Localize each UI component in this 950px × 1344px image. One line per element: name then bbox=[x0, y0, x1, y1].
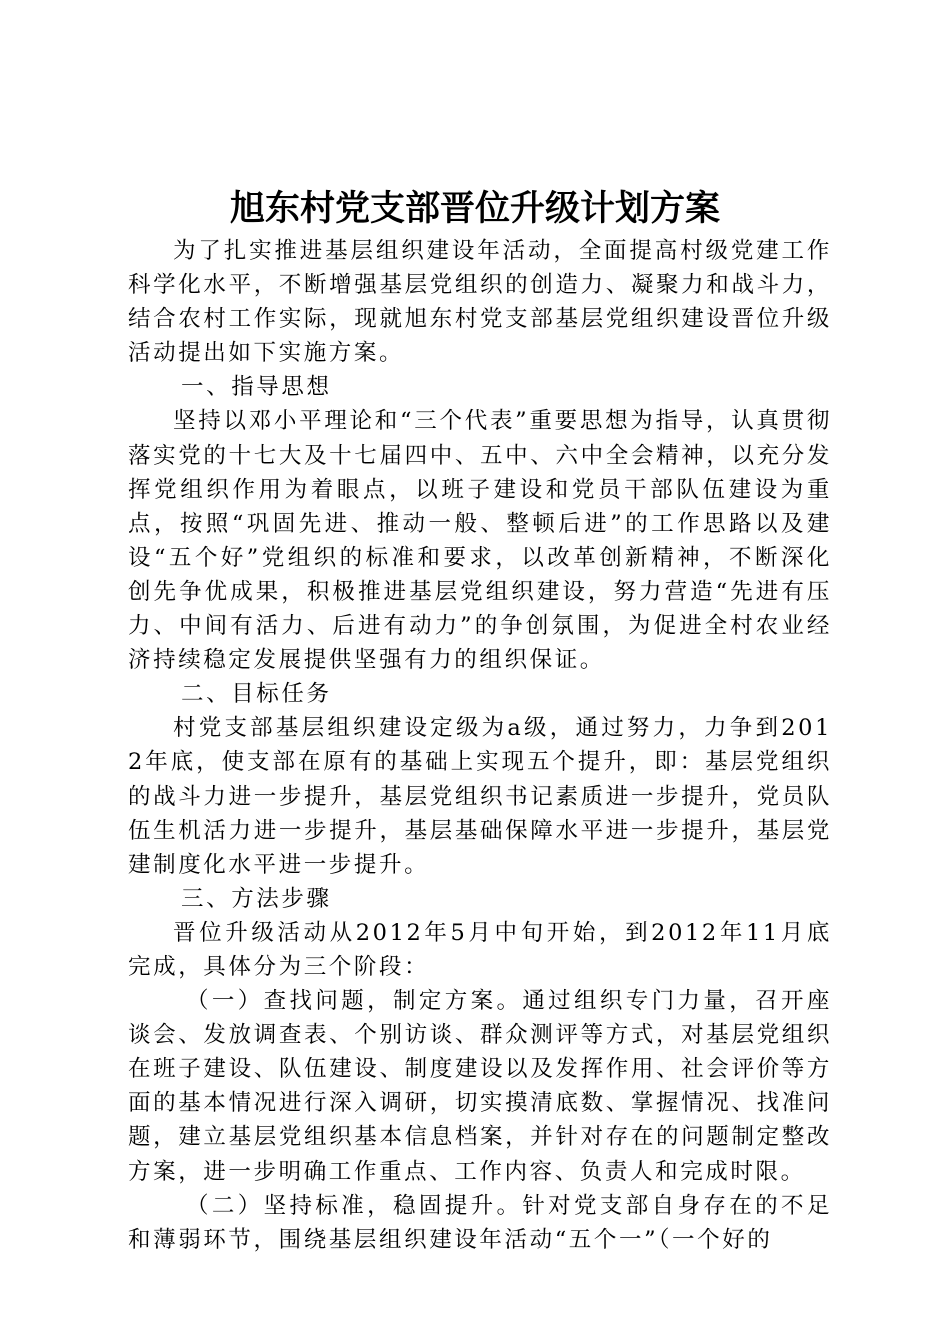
paragraph-stage-two: （二）坚持标准，稳固提升。针对党支部自身存在的不足和薄弱环节，围绕基层组织建设年活动“五个一”（一个好的 bbox=[128, 1192, 832, 1253]
section-heading-steps: 三、方法步骤 bbox=[181, 885, 332, 912]
paragraph-guiding-ideology: 坚持以邓小平理论和“三个代表”重要思想为指导，认真贯彻落实党的十七大及十七届四中、五中、六中全会精神，以充分发挥党组织作用为着眼点，以班子建设和党员干部队伍建设为重点，按照“巩固先进、推动一般、整顿后进”的工作思路以及建设“五个好”党组织的标准和要求，以改革创新精神，不断深化创先争优成果，积极推进基层党组织建设，努力营造“先进有压力、中间有活力、后进有动力”的争创氛围，为促进全村农业经济持续稳定发展提供坚强有力的组织保证。 bbox=[128, 408, 832, 674]
document-title: 旭东村党支部晋位升级计划方案 bbox=[229, 188, 720, 229]
section-heading-goals: 二、目标任务 bbox=[181, 681, 332, 708]
document-body bbox=[128, 234, 832, 1257]
section-heading-guiding-ideology: 一、指导思想 bbox=[181, 374, 332, 401]
paragraph-intro: 为了扎实推进基层组织建设年活动，全面提高村级党建工作科学化水平，不断增强基层党组织的创造力、凝聚力和战斗力，结合农村工作实际，现就旭东村党支部基层党组织建设晋位升级活动提出如下实施方案。 bbox=[128, 238, 832, 367]
paragraph-goals: 村党支部基层组织建设定级为a级，通过努力，力争到2012年底，使支部在原有的基础上实现五个提升，即：基层党组织的战斗力进一步提升，基层党组织书记素质进一步提升，党员队伍生机活力进一步提升，基层基础保障水平进一步提升，基层党建制度化水平进一步提升。 bbox=[128, 715, 832, 878]
paragraph-stage-one: （一）查找问题，制定方案。通过组织专门力量，召开座谈会、发放调查表、个别访谈、群众测评等方式，对基层党组织在班子建设、队伍建设、制度建设以及发挥作用、社会评价等方面的基本情况进行深入调研，切实摸清底数、掌握情况、找准问题，建立基层党组织基本信息档案，并针对存在的问题制定整改方案，进一步明确工作重点、工作内容、负责人和完成时限。 bbox=[128, 988, 832, 1185]
paragraph-steps-intro: 晋位升级活动从2012年5月中旬开始，到2012年11月底完成，具体分为三个阶段： bbox=[128, 919, 832, 980]
